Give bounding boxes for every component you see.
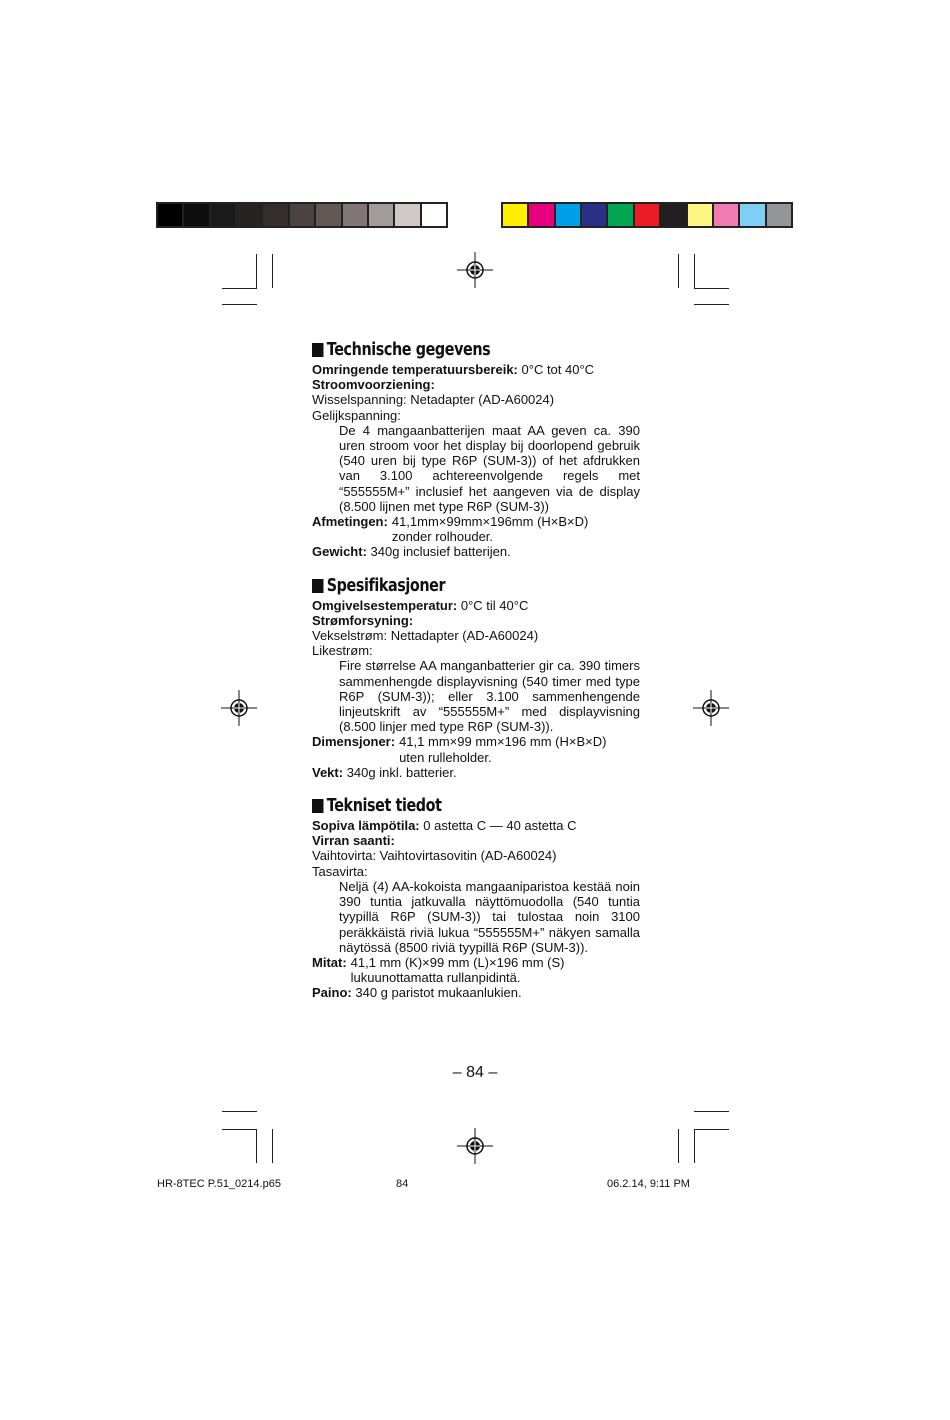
black-square-icon: [312, 343, 323, 357]
temperature-label: Omringende temperatuursbereik:: [312, 362, 518, 377]
dimensions-note: lukuunottamatta rullanpidintä.: [350, 970, 521, 986]
crop-mark: [678, 1129, 679, 1163]
crop-mark: [222, 1129, 257, 1130]
registration-mark-icon: [221, 690, 257, 726]
temperature-value: 0°C tot 40°C: [521, 362, 595, 377]
section-dutch: [312, 338, 640, 560]
weight-label: Vekt:: [312, 764, 344, 780]
registration-mark-icon: [693, 690, 729, 726]
dimensions-note: zonder rolhouder.: [391, 529, 494, 545]
gray-swatch: [237, 204, 263, 226]
gray-swatch: [395, 204, 421, 226]
color-swatch: [582, 204, 608, 226]
dimensions-label: Dimensjoner:: [312, 734, 396, 750]
registration-mark-icon: [457, 1128, 493, 1164]
registration-mark-icon: [457, 252, 493, 288]
color-swatch: [635, 204, 661, 226]
crop-mark: [222, 1111, 257, 1112]
color-swatch: [767, 204, 791, 226]
color-calibration-bar: [501, 202, 793, 228]
crop-mark: [222, 304, 257, 305]
gray-swatch: [422, 204, 446, 226]
dimensions-row: [312, 955, 640, 985]
color-swatch: [661, 204, 687, 226]
temperature-row: [312, 598, 640, 613]
crop-mark: [694, 288, 729, 289]
color-swatch: [556, 204, 582, 226]
crop-mark: [694, 254, 695, 288]
ac-power-line: Vekselstrøm: Nettadapter (AD-A60024): [312, 628, 539, 644]
crop-mark: [694, 1111, 729, 1112]
temperature-value: 0 astetta C — 40 astetta C: [423, 818, 577, 834]
crop-mark: [678, 254, 679, 288]
dimensions-value: 41,1 mm×99 mm×196 mm (H×B×D): [399, 734, 607, 750]
dimensions-row: [312, 514, 640, 544]
gray-swatch: [343, 204, 369, 226]
crop-mark: [272, 1129, 273, 1163]
section-title: [312, 338, 581, 362]
crop-mark: [272, 254, 273, 288]
gray-swatch: [158, 204, 184, 226]
section-title: [312, 794, 581, 818]
dimensions-value: 41,1mm×99mm×196mm (H×B×D): [391, 514, 589, 530]
weight-label: Gewicht:: [312, 544, 367, 560]
weight-row: [312, 544, 640, 559]
weight-value: 340g inkl. batterier.: [346, 764, 457, 780]
power-label: Virran saanti:: [312, 833, 395, 849]
dc-power-line: Gelijkspanning:: [312, 407, 401, 423]
dimensions-value: 41,1 mm (K)×99 mm (L)×196 mm (S): [350, 954, 565, 970]
battery-description: Neljä (4) AA-kokoista mangaaniparistoa kestää noin 390 tuntia jatkuvalla näyttömuodolla (540 tuntia tyypillä R6P (SUM-3)) tai tulostaa noin 3100 peräkkäistä riviä lukua “555555M+” näkyen samalla näytössä (8500 riviä tyypillä R6P (SUM-3)).: [339, 878, 640, 955]
crop-mark: [222, 288, 257, 289]
color-swatch: [608, 204, 634, 226]
temperature-value: 0°C til 40°C: [460, 597, 529, 613]
gray-swatch: [290, 204, 316, 226]
section-finnish: [312, 794, 640, 1000]
specifications-content: [312, 338, 640, 1015]
section-title-text: Technische gegevens: [326, 340, 491, 360]
weight-value: 340g inclusief batterijen.: [370, 544, 511, 560]
dimensions-row: [312, 734, 640, 764]
color-swatch: [740, 204, 766, 226]
grayscale-calibration-bar: [156, 202, 448, 228]
weight-value: 340 g paristot mukaanlukien.: [355, 985, 522, 1001]
section-title: [312, 574, 581, 598]
gray-swatch: [369, 204, 395, 226]
dc-power-line: Likestrøm:: [312, 643, 373, 659]
temperature-label: Omgivelsestemperatur:: [312, 597, 458, 613]
power-label: Strømforsyning:: [312, 612, 414, 628]
battery-description: Fire størrelse AA manganbatterier gir ca. 390 timers sammenhengde displayvisning (540 timer med type R6P (SUM-3)); eller 3.100 sammenhengende linjeutskrift av “555555M+” med displayvisning (8.500 linjer med type R6P (SUM-3)).: [339, 658, 640, 735]
power-label: Stroomvoorziening:: [312, 377, 435, 393]
temperature-label: Sopiva lämpötila:: [312, 818, 420, 834]
gray-swatch: [184, 204, 210, 226]
dc-power-line: Tasavirta:: [312, 863, 368, 879]
gray-swatch: [263, 204, 289, 226]
footer-filename: HR-8TEC P.51_0214.p65: [157, 1178, 281, 1190]
dimensions-label: Mitat:: [312, 954, 347, 970]
black-square-icon: [312, 799, 323, 813]
dimensions-note: uten rulleholder.: [399, 749, 492, 765]
footer-datetime: 06.2.14, 9:11 PM: [607, 1178, 690, 1190]
section-title-text: Tekniset tiedot: [326, 796, 442, 817]
battery-description: De 4 mangaanbatterijen maat AA geven ca. 390 uren stroom voor het display bij doorlopend gebruik (540 uren bij type R6P (SUM-3)) of het afdrukken van 3.100 achtereenvolgende regels met “555555M+” inclusief het aangeven via de display (8.500 lijnen met type R6P (SUM-3)): [339, 422, 640, 514]
crop-mark: [694, 1129, 695, 1163]
color-swatch: [688, 204, 714, 226]
crop-mark: [694, 304, 729, 305]
crop-mark: [256, 1129, 257, 1163]
crop-mark: [256, 254, 257, 288]
footer-page: 84: [396, 1178, 409, 1190]
ac-power-line: Vaihtovirta: Vaihtovirtasovitin (AD-A60024): [312, 848, 557, 864]
temperature-row: [312, 818, 640, 833]
weight-row: [312, 985, 640, 1000]
dimensions-label: Afmetingen:: [312, 514, 388, 530]
weight-label: Paino:: [312, 985, 352, 1001]
section-title-text: Spesifikasjoner: [326, 575, 446, 596]
section-norwegian: [312, 574, 640, 780]
color-swatch: [503, 204, 529, 226]
ac-power-line: Wisselspanning: Netadapter (AD-A60024): [312, 392, 555, 408]
page-number: – 84 –: [452, 1064, 498, 1081]
temperature-row: [312, 362, 640, 377]
gray-swatch: [316, 204, 342, 226]
weight-row: [312, 765, 640, 780]
black-square-icon: [312, 579, 323, 593]
crop-mark: [694, 1129, 729, 1130]
color-swatch: [529, 204, 555, 226]
color-swatch: [714, 204, 740, 226]
gray-swatch: [211, 204, 237, 226]
